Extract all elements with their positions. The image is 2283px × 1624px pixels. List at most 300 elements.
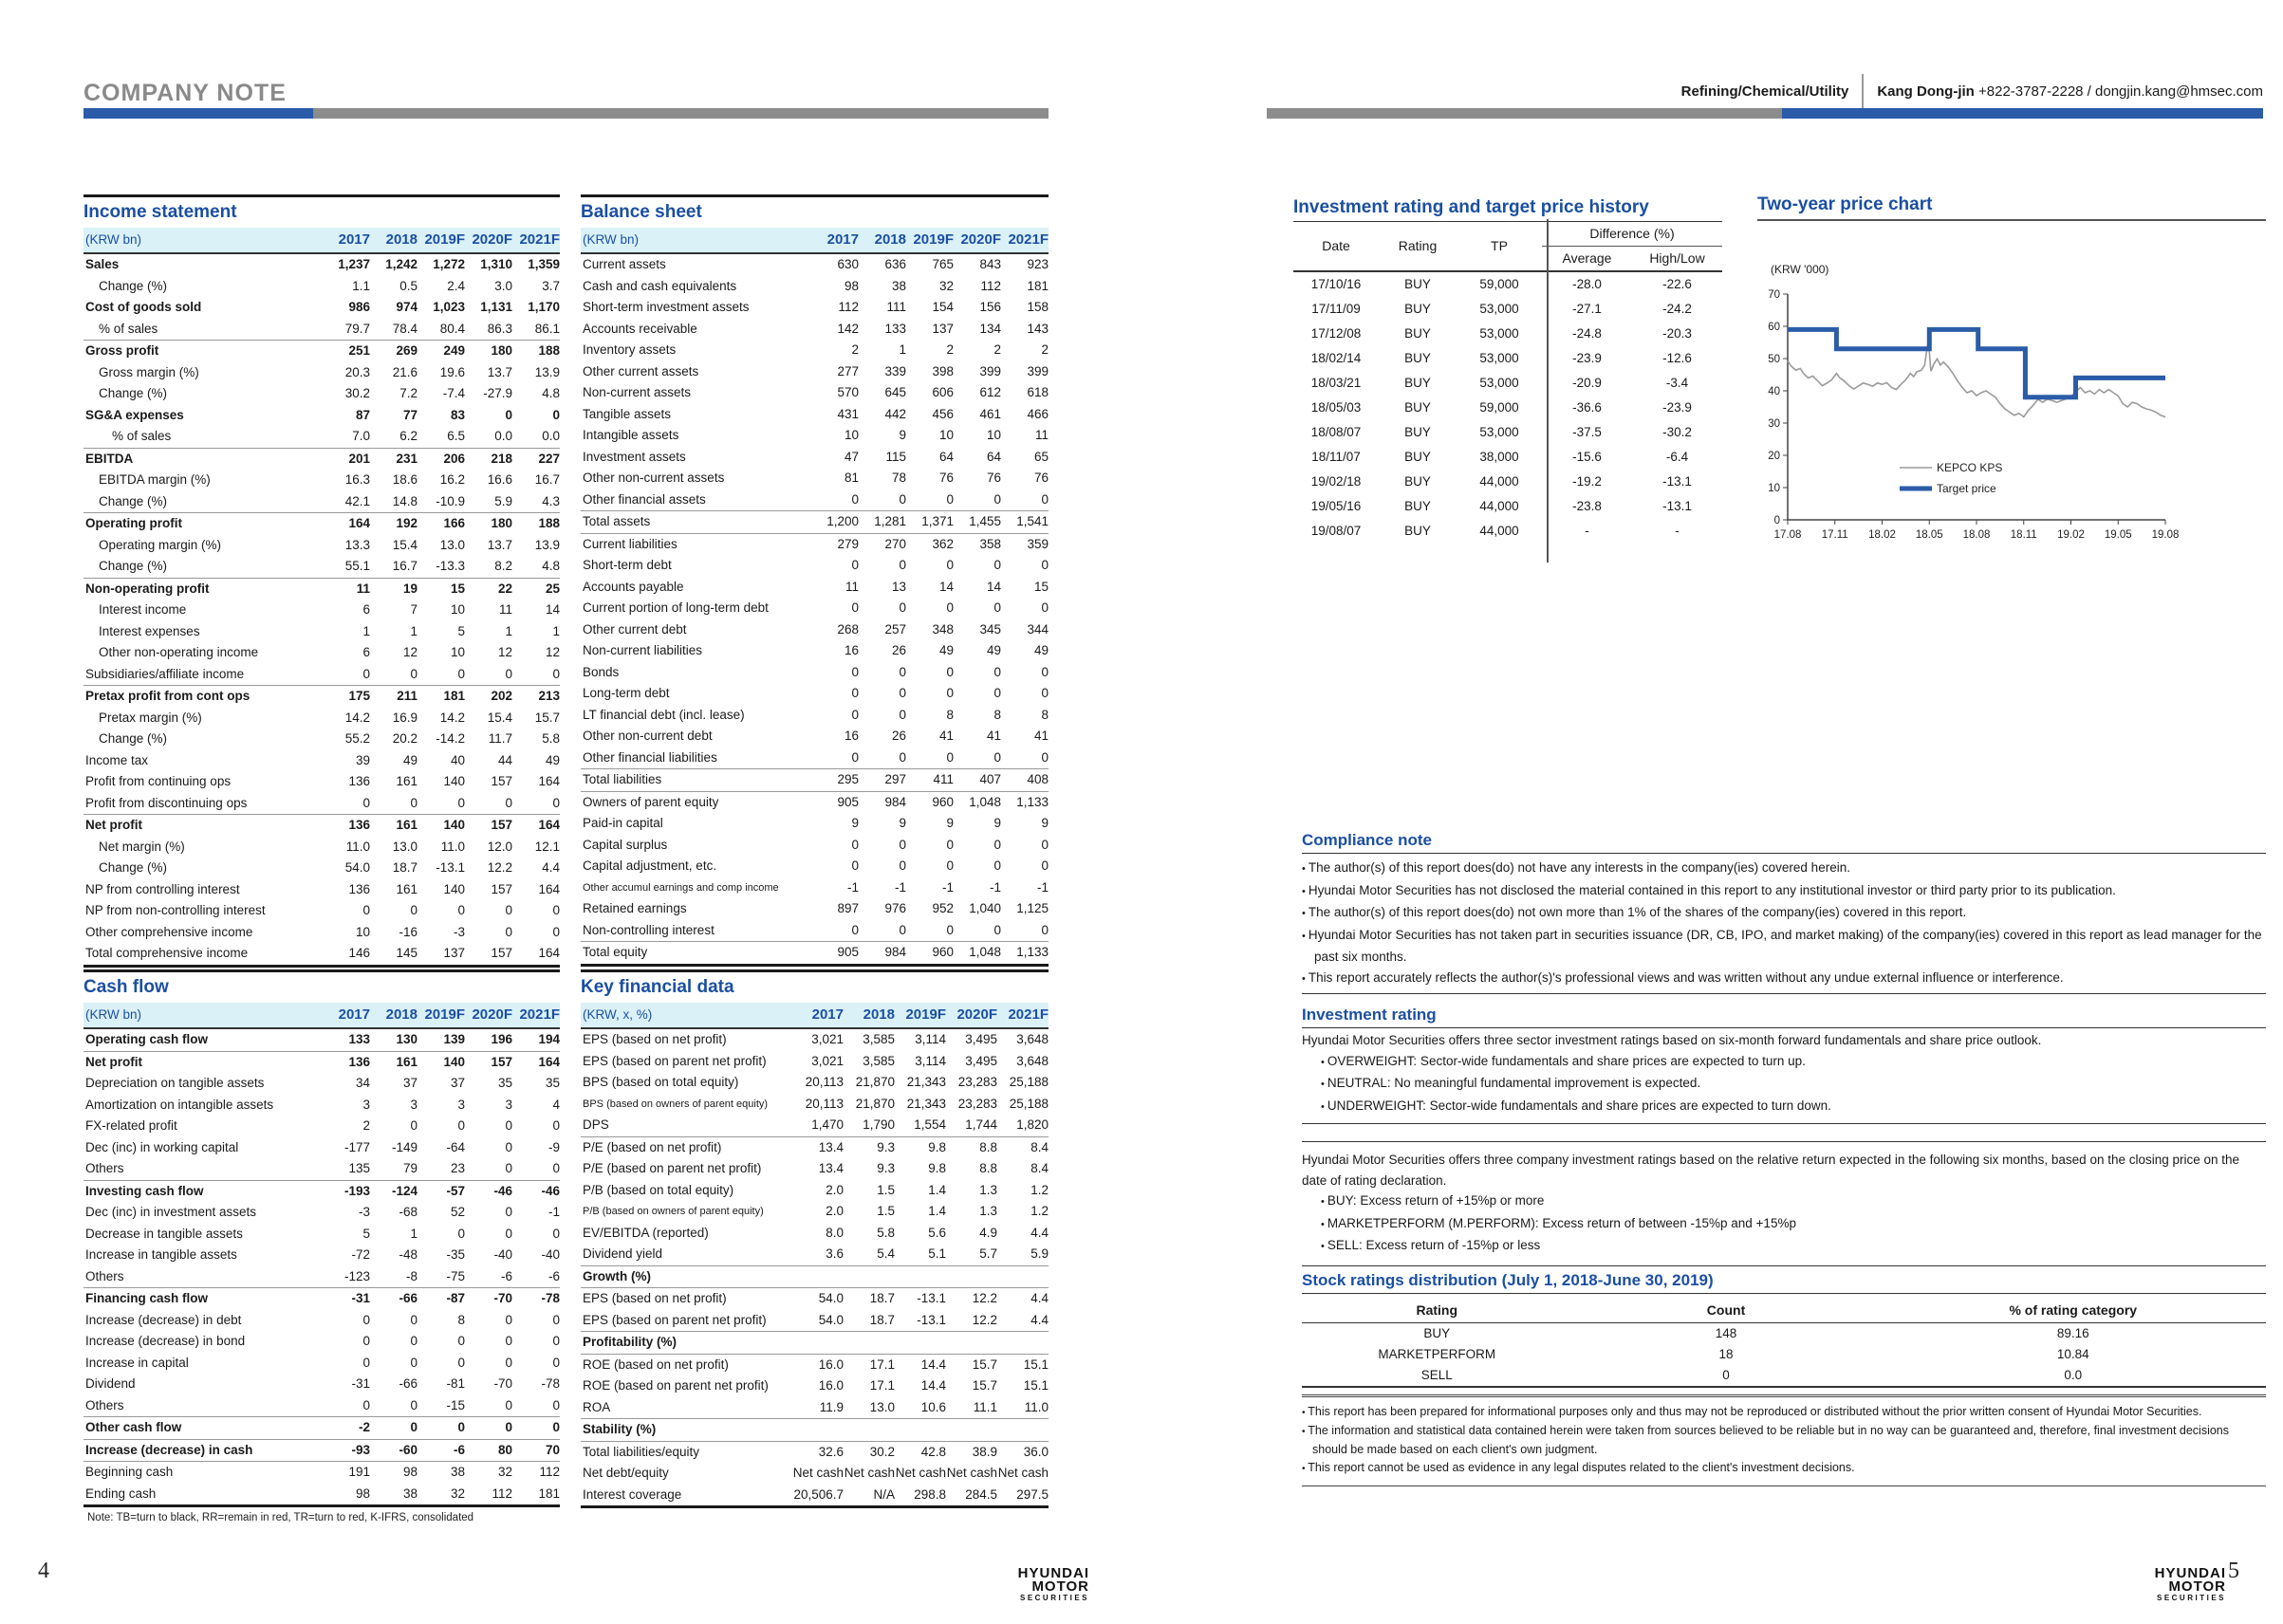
row-label: ROE (based on parent net profit) — [583, 1378, 769, 1393]
table-row — [581, 1418, 1049, 1442]
row-value: 4 — [552, 1097, 560, 1112]
table-row — [84, 383, 560, 405]
row-value: 76 — [1033, 471, 1049, 485]
row-value: 0 — [1041, 837, 1049, 852]
table-row — [84, 1484, 560, 1505]
row-value: 25 — [545, 581, 560, 596]
bullet-item: • Hyundai Motor Securities has not taken part in securities issuance (DR, CB, IPO, and market making) of the company(ies) covered in this report as lead manager for the past six months. — [1302, 925, 2266, 968]
row-value: 1,125 — [1016, 901, 1049, 915]
row-value: 136 — [348, 818, 370, 832]
col-rating: Rating — [1398, 238, 1438, 253]
row-value: 70 — [545, 1442, 560, 1457]
ratings-distribution-title: Stock ratings distribution (July 1, 2018-June 30, 2019) — [1302, 1271, 2266, 1294]
row-value: 0 — [1041, 664, 1049, 679]
row-label: Retained earnings — [583, 901, 687, 915]
row-value: 4.8 — [542, 559, 560, 573]
rating-cell: 18/05/03 — [1310, 400, 1362, 415]
row-value: 10 — [450, 645, 465, 659]
rating-cell: 18/02/14 — [1310, 351, 1362, 365]
row-value: -13.1 — [917, 1291, 946, 1305]
row-value: 0 — [552, 407, 560, 422]
row-value: 11 — [498, 602, 512, 617]
table-row — [84, 664, 560, 686]
table-row — [84, 1180, 560, 1203]
table-row — [581, 1442, 1049, 1464]
row-label: EBITDA — [85, 451, 134, 466]
rating-cell: -28.0 — [1572, 277, 1602, 291]
row-value: 6 — [362, 602, 370, 617]
row-value: -75 — [446, 1268, 465, 1283]
row-value: 0 — [552, 1355, 560, 1370]
row-value: 16 — [844, 729, 859, 743]
row-value: 49 — [545, 752, 560, 767]
row-value: 0 — [1041, 491, 1049, 507]
row-label: Cost of goods sold — [85, 300, 202, 314]
series-target-price — [1788, 329, 2165, 397]
row-value: 1,281 — [874, 514, 906, 528]
row-value: 1 — [552, 623, 560, 638]
row-value: 0 — [552, 666, 560, 681]
row-value: -81 — [446, 1376, 465, 1391]
col-difference — [1542, 222, 1722, 270]
col-tp: TP — [1491, 238, 1508, 253]
row-value: 79.7 — [344, 321, 370, 336]
row-value: 14 — [938, 579, 954, 594]
row-value: 32 — [497, 1465, 512, 1479]
row-value: 2 — [946, 342, 954, 357]
year-header: 2017 — [338, 1006, 370, 1023]
row-value: 161 — [396, 774, 418, 788]
row-value: 0 — [851, 686, 859, 700]
row-value: 4.4 — [1030, 1225, 1049, 1240]
row-value: 1 — [362, 623, 370, 638]
rating-cell: 44,000 — [1479, 499, 1519, 513]
row-value: 0 — [410, 666, 418, 681]
row-value: 181 — [1027, 278, 1049, 293]
row-value: 0 — [899, 922, 906, 937]
row-label: Capital surplus — [583, 837, 668, 852]
row-label: EBITDA margin (%) — [99, 472, 211, 487]
row-label: Tangible assets — [583, 406, 672, 421]
row-label: ROA — [583, 1399, 611, 1414]
row-value: 3,585 — [863, 1032, 895, 1046]
rating-cell: - — [1675, 524, 1680, 538]
rating-cell: -19.2 — [1572, 474, 1602, 489]
row-value: 0 — [851, 707, 859, 722]
table-title: Income statement — [84, 202, 237, 222]
row-value: 157 — [491, 818, 512, 832]
row-value: -10.9 — [436, 493, 465, 508]
row-value: -31 — [351, 1291, 370, 1305]
row-value: 143 — [1027, 321, 1049, 336]
series-kepco-kps — [1788, 343, 2165, 416]
row-value: 9 — [993, 816, 1001, 830]
row-value: 191 — [348, 1465, 370, 1479]
row-value: 18.7 — [392, 860, 418, 875]
row-value: 156 — [979, 300, 1001, 314]
row-value: 3 — [505, 1097, 512, 1112]
table-row — [84, 1073, 560, 1095]
row-value: 1.1 — [352, 278, 370, 293]
rating-cell: -23.9 — [1662, 400, 1692, 415]
rating-cell: -13.1 — [1662, 499, 1692, 513]
row-value: 86.3 — [487, 321, 512, 336]
col-highlow: High/Low — [1649, 250, 1705, 266]
row-value: 0 — [505, 1139, 512, 1154]
row-value: 1,820 — [1016, 1117, 1049, 1132]
row-value: 1,048 — [969, 945, 1001, 959]
row-value: 923 — [1027, 257, 1049, 271]
row-value: 0 — [993, 558, 1001, 572]
row-value: 112 — [980, 278, 1001, 293]
row-value: 76 — [938, 471, 954, 485]
row-value: 5.9 — [1030, 1246, 1049, 1261]
row-value: 0 — [505, 1118, 512, 1133]
sector-label: Refining/Chemical/Utility — [1680, 83, 1849, 100]
row-value: 139 — [443, 1032, 465, 1046]
row-value: 0 — [552, 1226, 560, 1241]
row-value: 618 — [1027, 385, 1049, 399]
row-value: 257 — [884, 621, 906, 637]
rating-cell: -20.9 — [1572, 376, 1602, 390]
rating-cell: 53,000 — [1479, 302, 1519, 316]
row-value: 15.4 — [487, 710, 512, 725]
bullet-item: • MARKETPERFORM (M.PERFORM): Excess return of between -15%p and +15%p — [1321, 1213, 2266, 1236]
row-value: 0 — [851, 491, 859, 507]
row-value: 952 — [932, 901, 954, 915]
row-value: 11 — [356, 581, 370, 596]
table-row — [581, 1288, 1049, 1310]
row-value: -27.9 — [483, 386, 512, 400]
row-value: 9.8 — [928, 1161, 946, 1175]
row-value: 137 — [932, 321, 954, 336]
row-label: BPS (based on owners of parent equity) — [583, 1098, 769, 1110]
row-value: 112 — [838, 300, 859, 314]
row-value: 164 — [538, 774, 560, 788]
rating-cell: -30.2 — [1662, 425, 1692, 439]
row-value: 21,343 — [906, 1075, 946, 1089]
row-value: -78 — [541, 1376, 560, 1391]
row-value: 14.4 — [920, 1378, 946, 1393]
row-value: 3,021 — [811, 1032, 844, 1046]
rating-cell: - — [1585, 524, 1589, 538]
table-row — [84, 750, 560, 772]
row-value: -177 — [343, 1139, 370, 1154]
row-value: 35 — [545, 1076, 560, 1090]
year-header: 2019F — [424, 231, 465, 248]
logo-line1: HYUNDAI MOTOR — [2154, 1565, 2226, 1595]
row-value: 38 — [402, 1486, 418, 1501]
row-value: 9.3 — [877, 1161, 895, 1175]
table-row — [581, 1310, 1049, 1332]
difference-header: Difference (%) — [1542, 222, 1722, 247]
row-value: 1.4 — [928, 1204, 946, 1218]
row-value: 1 — [505, 623, 512, 638]
row-value: 765 — [932, 257, 954, 271]
disclaimer-block — [1302, 1394, 2266, 1486]
x-tick-label: 18.02 — [1868, 529, 1896, 541]
row-value: 0 — [505, 1226, 512, 1241]
row-value: 344 — [1027, 621, 1049, 637]
table-header-row — [581, 228, 1049, 254]
table-row — [84, 1158, 560, 1180]
row-value: 0 — [362, 1312, 370, 1327]
row-value: 164 — [538, 946, 560, 960]
distribution-cell: 148 — [1715, 1326, 1737, 1340]
row-value: 16.7 — [534, 472, 560, 487]
row-value: 10.6 — [920, 1399, 946, 1414]
table-row — [84, 1439, 560, 1462]
table-unit: (KRW bn) — [583, 232, 640, 247]
rating-cell: -13.1 — [1662, 474, 1692, 489]
row-value: 7 — [410, 602, 418, 617]
left-header-bar-gray — [313, 108, 1049, 119]
row-value: -7.4 — [442, 386, 465, 400]
row-label: Sales — [85, 257, 120, 271]
row-value: 986 — [348, 300, 370, 314]
table-unit: (KRW bn) — [85, 1007, 142, 1022]
table-row — [581, 726, 1049, 747]
row-value: 9 — [1041, 816, 1049, 830]
row-value: 0 — [993, 686, 1001, 700]
rating-cell: -12.6 — [1662, 351, 1692, 365]
row-value: 0 — [946, 858, 954, 873]
row-label: DPS — [583, 1117, 609, 1132]
row-value: -72 — [351, 1247, 370, 1262]
distribution-cell: 89.16 — [2056, 1326, 2089, 1340]
row-value: 0 — [457, 1118, 465, 1133]
row-value: 9.8 — [928, 1139, 946, 1154]
row-value: 0 — [851, 837, 859, 852]
row-label: P/B (based on total equity) — [583, 1182, 734, 1197]
row-value: 16.7 — [392, 559, 418, 573]
year-header: 2020F — [472, 1006, 512, 1023]
x-tick-label: 19.08 — [2151, 529, 2180, 541]
row-value: 284.5 — [965, 1486, 997, 1502]
row-value: 142 — [837, 321, 859, 336]
row-value: 13.3 — [344, 537, 370, 552]
row-value: 1,310 — [480, 257, 512, 271]
row-label: Net margin (%) — [99, 839, 185, 854]
table-title: Cash flow — [84, 977, 169, 997]
row-value: 0 — [362, 795, 370, 810]
row-value: 1,133 — [1016, 945, 1049, 959]
row-value: 2 — [362, 1118, 370, 1133]
table-row — [581, 404, 1049, 426]
row-value: 201 — [348, 451, 370, 466]
row-value: 8.2 — [494, 559, 512, 573]
row-label: Investing cash flow — [85, 1183, 204, 1198]
row-value: 78 — [891, 471, 906, 485]
row-value: 145 — [396, 946, 418, 960]
row-value: 249 — [443, 343, 465, 358]
row-value: 1.2 — [1030, 1204, 1049, 1218]
row-value: 161 — [396, 881, 418, 896]
rating-cell: -23.8 — [1572, 499, 1602, 513]
table-row — [581, 619, 1049, 641]
table-row — [84, 1374, 560, 1395]
year-header: 2018 — [385, 231, 418, 248]
row-value: 2.0 — [826, 1204, 844, 1218]
row-value: 11.1 — [973, 1399, 997, 1414]
row-label: Non-current liabilities — [583, 643, 703, 657]
row-value: 0 — [993, 858, 1001, 873]
row-value: 0 — [410, 1355, 418, 1370]
row-value: 12.2 — [972, 1291, 997, 1305]
row-value: 1.5 — [877, 1182, 895, 1197]
table-row — [581, 856, 1049, 877]
table-row — [581, 1029, 1049, 1051]
row-value: 0 — [899, 664, 906, 679]
table-row — [581, 1397, 1049, 1419]
row-value: 0 — [851, 600, 859, 615]
row-value: 399 — [979, 363, 1001, 378]
row-value: 19 — [402, 581, 418, 596]
row-value: 49 — [986, 643, 1001, 657]
row-value: 0 — [505, 407, 512, 422]
table-row — [84, 491, 560, 513]
row-value: 359 — [1027, 536, 1049, 551]
row-value: Net cash — [844, 1466, 895, 1480]
row-value: 612 — [979, 385, 1001, 399]
row-label: Dec (inc) in investment assets — [85, 1205, 257, 1219]
row-value: -93 — [351, 1442, 370, 1457]
row-value: 3.6 — [826, 1246, 844, 1261]
bullet-item: • This report cannot be used as evidence in any legal disputes related to the client's investment decisions. — [1302, 1459, 2266, 1478]
row-value: 23 — [450, 1161, 465, 1175]
row-value: 14.4 — [920, 1356, 946, 1372]
row-value: 134 — [979, 321, 1001, 336]
year-header: 2017 — [826, 231, 859, 248]
bullet-item: • The author(s) of this report does(do) not have any interests in the company(ies) covered herein. — [1302, 858, 2266, 880]
table-row — [84, 708, 560, 729]
row-value: 843 — [979, 257, 1001, 271]
row-value: 268 — [837, 621, 859, 637]
table-body — [581, 1029, 1049, 1508]
row-label: Other cash flow — [85, 1420, 182, 1434]
row-value: 13.4 — [818, 1161, 844, 1175]
table-header-row — [84, 228, 560, 254]
table-row — [581, 1158, 1049, 1180]
rating-cell: 17/11/09 — [1311, 302, 1361, 316]
table-row — [581, 1201, 1049, 1223]
row-label: % of sales — [112, 429, 172, 443]
row-value: 47 — [844, 449, 859, 464]
table-row — [84, 837, 560, 858]
row-value: N/A — [873, 1486, 895, 1502]
row-label: Increase (decrease) in cash — [85, 1442, 253, 1457]
row-value: 11.7 — [488, 731, 512, 746]
row-value: 20,113 — [805, 1075, 844, 1089]
rating-history-row — [1293, 371, 1722, 396]
row-label: Depreciation on tangible assets — [85, 1076, 265, 1090]
table-row — [84, 1245, 560, 1266]
row-value: 80 — [497, 1442, 512, 1457]
row-value: 3 — [457, 1097, 465, 1112]
row-value: -15 — [446, 1397, 465, 1412]
row-value: 431 — [837, 406, 859, 421]
rating-history-row — [1293, 519, 1722, 544]
row-value: -60 — [399, 1442, 418, 1457]
table-row — [581, 640, 1049, 662]
row-value: 960 — [932, 794, 954, 809]
row-value: 9 — [899, 428, 906, 442]
income-statement-table — [84, 194, 560, 968]
table-note: Note: TB=turn to black, RR=remain in red, TR=turn to red, K-IFRS, consolidated — [87, 1512, 474, 1523]
row-value: 78.4 — [392, 321, 418, 336]
row-value: 164 — [538, 818, 560, 832]
row-value: 0 — [505, 1161, 512, 1175]
row-value: 136 — [348, 881, 370, 896]
row-value: 3.7 — [542, 278, 560, 293]
table-row — [581, 1072, 1049, 1094]
row-label: P/E (based on net profit) — [583, 1139, 722, 1154]
table-row — [84, 858, 560, 879]
row-value: 407 — [979, 772, 1001, 786]
row-value: 38.9 — [972, 1444, 997, 1459]
rating-cell: -36.6 — [1572, 400, 1602, 415]
row-value: 25,188 — [1009, 1075, 1049, 1089]
rating-cell: 53,000 — [1479, 425, 1519, 439]
row-value: 0 — [851, 664, 859, 679]
rating-cell: -22.6 — [1662, 277, 1692, 291]
row-label: Financing cash flow — [85, 1291, 209, 1305]
row-value: 5.8 — [877, 1225, 895, 1240]
row-value: 4.3 — [542, 493, 560, 508]
row-value: 0 — [410, 795, 418, 810]
row-value: 49 — [402, 752, 418, 767]
table-row — [581, 1331, 1049, 1355]
row-value: 1,242 — [385, 257, 418, 271]
row-value: 0 — [946, 558, 954, 572]
table-row — [84, 621, 560, 643]
header-divider — [1862, 74, 1864, 108]
row-value: 7.2 — [399, 386, 418, 400]
row-value: 1,470 — [811, 1117, 844, 1132]
row-value: -6 — [453, 1442, 465, 1457]
row-label: Decrease in tangible assets — [85, 1226, 243, 1241]
x-tick-label: 19.05 — [2104, 529, 2132, 541]
row-value: 295 — [837, 772, 859, 786]
row-value: 14.2 — [439, 710, 465, 725]
row-value: 0 — [552, 1118, 560, 1133]
y-tick-label: 60 — [1768, 322, 1780, 333]
row-value: Net cash — [997, 1466, 1049, 1480]
row-label: Other current assets — [583, 363, 699, 378]
row-value: 1,023 — [433, 300, 465, 314]
row-label: Profit from discontinuing ops — [85, 795, 248, 810]
table-row — [84, 793, 560, 815]
row-value: 13.7 — [487, 537, 512, 552]
year-header: 2021F — [1008, 1006, 1049, 1023]
row-value: 30.2 — [869, 1444, 895, 1459]
table-row — [581, 877, 1049, 899]
row-value: 11.0 — [440, 839, 465, 854]
row-value: 77 — [402, 407, 418, 422]
row-value: 11 — [1034, 428, 1049, 442]
key-financial-data-table — [581, 969, 1049, 1508]
row-value: 5.8 — [542, 731, 560, 746]
row-value: 21.6 — [392, 364, 418, 379]
row-value: 5.7 — [979, 1246, 997, 1261]
rating-cell: 59,000 — [1479, 277, 1519, 291]
row-value: 86.1 — [534, 321, 560, 336]
row-value: 251 — [348, 343, 370, 358]
row-value: 0 — [457, 1226, 465, 1241]
rating-cell: 59,000 — [1479, 400, 1519, 415]
row-value: 984 — [884, 794, 906, 809]
compliance-title: Compliance note — [1302, 831, 2266, 854]
